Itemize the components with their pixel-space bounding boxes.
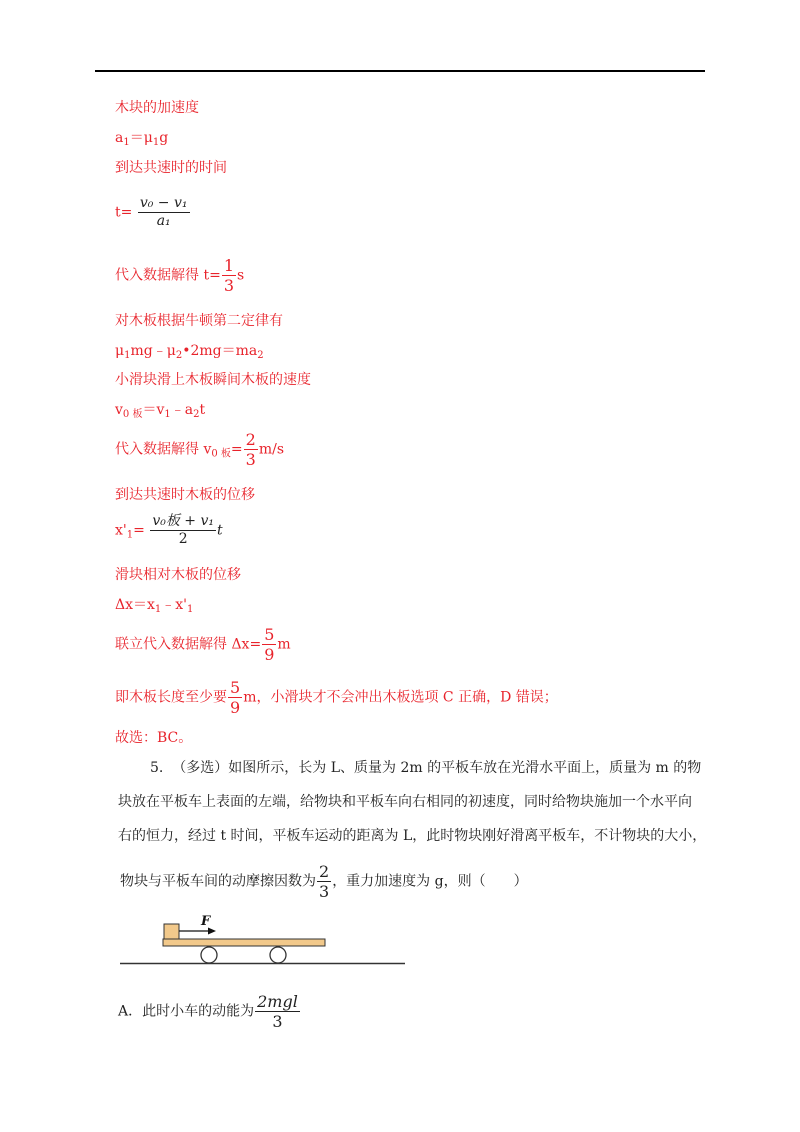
text: = xyxy=(120,204,133,221)
header-rule xyxy=(95,70,705,72)
denominator: 9 xyxy=(264,645,275,664)
text: •2mg＝ma xyxy=(182,343,258,359)
solution-line-15 xyxy=(115,625,291,664)
subscript: 2 xyxy=(175,350,183,361)
option-a xyxy=(118,992,301,1031)
text: mg﹣μ xyxy=(130,343,176,359)
fraction xyxy=(244,430,258,469)
subscript: 1 xyxy=(152,137,160,148)
text: 故选：BC。 xyxy=(115,730,193,746)
denominator: 9 xyxy=(230,698,241,717)
solution-line-13 xyxy=(115,565,241,585)
question-number: 5. xyxy=(150,760,164,776)
solution-line-7 xyxy=(115,341,264,361)
text: 小滑块滑上木板瞬间木板的速度 xyxy=(115,372,311,388)
text: t xyxy=(115,204,121,221)
plank xyxy=(163,939,325,946)
wheel-left xyxy=(201,947,217,963)
solution-line-5 xyxy=(115,256,244,295)
denominator: 2 xyxy=(178,531,188,547)
numerator: 1 xyxy=(223,256,234,275)
text: = xyxy=(133,522,145,539)
solution-line-10 xyxy=(115,430,284,469)
subscript: 1 xyxy=(126,529,134,541)
subscript: 0 板 xyxy=(122,409,143,420)
subscript: 1 xyxy=(187,604,194,615)
subscript: 1 xyxy=(154,604,162,615)
text: 即木板长度至少要 xyxy=(115,689,227,706)
denominator: a₁ xyxy=(156,213,171,229)
text: a xyxy=(115,130,124,146)
numerator: 2mgl xyxy=(257,992,298,1011)
block xyxy=(164,924,179,939)
fraction xyxy=(228,678,242,717)
solution-line-8 xyxy=(115,370,311,390)
text: μ xyxy=(115,343,125,359)
text: m，小滑块才不会冲出木板选项 C 正确，D 错误； xyxy=(243,689,558,706)
subscript: 2 xyxy=(257,350,264,361)
text: ，重力加速度为 g，则（ ） xyxy=(332,873,528,890)
text: 联立代入数据解得 Δx= xyxy=(115,636,262,653)
text: 木块的加速度 xyxy=(115,100,199,116)
fraction xyxy=(262,625,276,664)
question-line-3 xyxy=(118,826,706,846)
subscript: 1 xyxy=(164,409,171,420)
solution-line-6 xyxy=(115,311,283,331)
text: s xyxy=(237,267,245,284)
text: t xyxy=(217,522,223,539)
text: ＝v xyxy=(142,402,165,418)
wheel-right xyxy=(270,947,286,963)
text: 右的恒力，经过 t 时间，平板车运动的距离为 L，此时物块刚好滑离平板车，不计物块的大小， xyxy=(118,828,707,844)
solution-line-2 xyxy=(115,128,168,148)
question-line-2 xyxy=(118,792,692,812)
solution-line-14 xyxy=(115,595,193,615)
subscript: 2 xyxy=(193,409,200,420)
text: 到达共速时木板的位移 xyxy=(115,487,255,503)
subscript: 1 xyxy=(124,350,131,361)
solution-line-11 xyxy=(115,485,255,505)
solution-line-16 xyxy=(115,678,558,717)
text: 物块与平板车间的动摩擦因数为 xyxy=(120,873,316,890)
force-label: F xyxy=(201,914,211,929)
numerator: v₀板 + v₁ xyxy=(152,513,214,529)
subscript: 1 xyxy=(123,137,130,148)
question-line-1 xyxy=(150,758,701,778)
question-tag: （多选） xyxy=(172,760,229,776)
text: m xyxy=(277,636,291,653)
fraction xyxy=(138,195,190,230)
text: ﹣a xyxy=(170,402,194,418)
solution-line-3 xyxy=(115,158,227,178)
text: ＝μ xyxy=(129,130,153,146)
solution-line-17 xyxy=(115,728,192,748)
text: 如图所示，长为 L、质量为 2m 的平板车放在光滑水平面上，质量为 m 的物 xyxy=(228,760,702,776)
solution-line-1 xyxy=(115,98,199,118)
text: 对木板根据牛顿第二定律有 xyxy=(115,313,283,329)
numerator: 2 xyxy=(319,862,330,881)
text: t xyxy=(199,402,206,418)
text: ﹣x' xyxy=(161,597,188,613)
fraction xyxy=(255,992,300,1031)
text: 代入数据解得 t= xyxy=(115,267,221,284)
text: 代入数据解得 v xyxy=(115,441,212,458)
denominator: 3 xyxy=(272,1012,283,1031)
numerator: 5 xyxy=(230,678,241,697)
denominator: 3 xyxy=(223,276,234,295)
text: = xyxy=(230,441,243,458)
text: g xyxy=(159,130,169,146)
solution-line-4 xyxy=(115,195,191,230)
numerator: v₀ − v₁ xyxy=(139,195,188,211)
fraction xyxy=(150,513,216,548)
text: 块放在平板车上表面的左端，给物块和平板车向右相同的初速度，同时给物块施加一个水平向 xyxy=(118,794,692,810)
denominator: 3 xyxy=(245,450,256,469)
solution-line-12 xyxy=(115,513,223,548)
text: x' xyxy=(115,522,127,539)
denominator: 3 xyxy=(319,882,330,901)
text: 滑块相对木板的位移 xyxy=(115,567,241,583)
text: v xyxy=(115,402,123,418)
text: Δx＝x xyxy=(115,597,155,613)
text: m/s xyxy=(258,441,285,458)
solution-line-9 xyxy=(115,400,205,420)
text: 到达共速时的时间 xyxy=(115,160,227,176)
numerator: 2 xyxy=(245,430,256,449)
numerator: 5 xyxy=(264,625,275,644)
fraction xyxy=(317,862,331,901)
subscript: 0 板 xyxy=(211,448,231,460)
cart-figure xyxy=(115,910,410,970)
text: A．此时小车的动能为 xyxy=(118,1003,255,1020)
question-line-4 xyxy=(120,862,528,901)
fraction xyxy=(222,256,236,295)
